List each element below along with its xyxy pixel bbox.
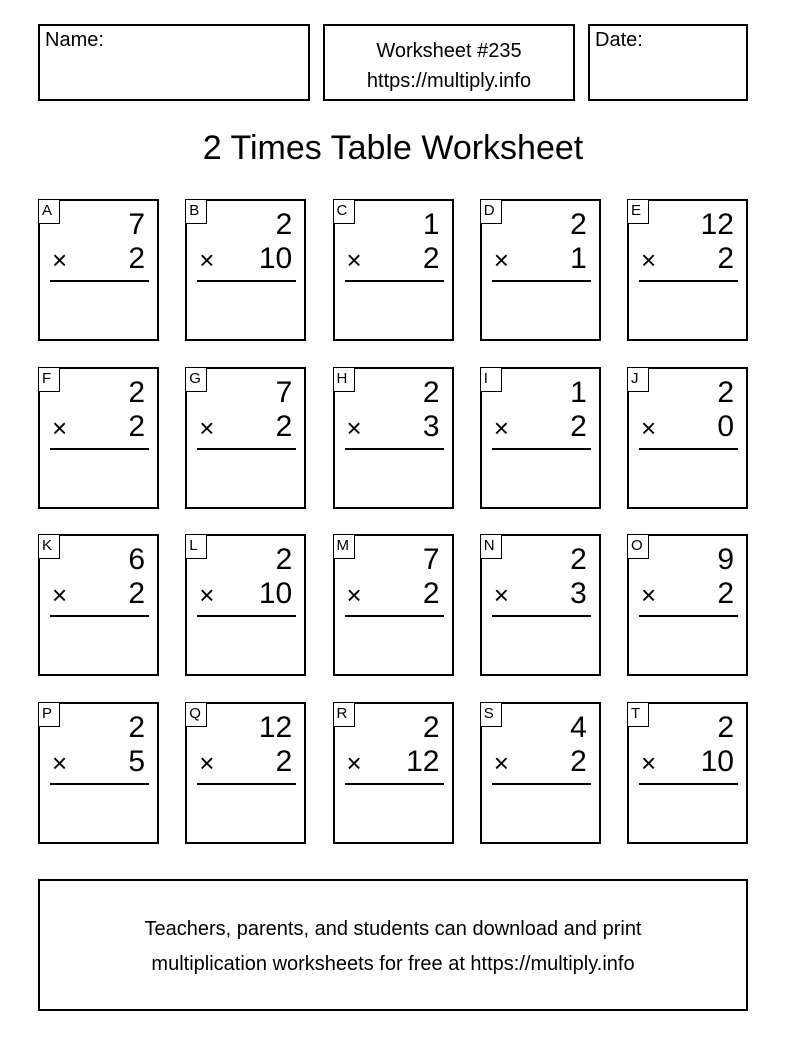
problem-top-number: 7	[275, 375, 293, 409]
problem-bottom-number: 2	[717, 242, 734, 275]
problem-letter: A	[38, 199, 60, 224]
problem-letter: M	[333, 534, 355, 559]
problem-card[interactable]	[38, 702, 159, 844]
multiply-sign: ×	[493, 245, 509, 275]
problem-card[interactable]	[333, 534, 454, 676]
problem-card[interactable]	[38, 199, 159, 341]
problem-bottom-number: 3	[570, 577, 587, 610]
problem-top-number: 2	[275, 208, 293, 241]
multiply-sign: ×	[493, 747, 509, 778]
answer-line	[197, 615, 296, 617]
problem-card[interactable]	[627, 199, 748, 341]
multiply-sign: ×	[641, 412, 657, 443]
problem-letter: G	[185, 367, 207, 392]
problem-letter: L	[185, 534, 207, 559]
multiply-sign: ×	[52, 245, 68, 275]
answer-line	[639, 448, 738, 450]
problem-letter: N	[480, 534, 502, 559]
footer-text-line-2: multiplication worksheets for free at https://multiply.info	[151, 953, 635, 975]
problem-card[interactable]	[627, 367, 748, 509]
answer-line	[345, 448, 444, 450]
multiply-sign: ×	[493, 580, 509, 610]
problem-bottom-number: 2	[717, 577, 734, 610]
answer-line	[345, 783, 444, 785]
multiply-sign: ×	[52, 747, 68, 778]
answer-line	[50, 783, 149, 785]
problem-top-number: 9	[717, 543, 734, 576]
problem-bottom-number: 2	[128, 577, 145, 610]
name-box[interactable]	[38, 24, 310, 101]
worksheet-url: https://multiply.info	[366, 70, 532, 92]
problem-top-number: 2	[717, 375, 734, 409]
problem-letter: D	[480, 199, 502, 224]
problem-bottom-number: 2	[275, 744, 293, 778]
answer-line	[639, 615, 738, 617]
footer-box	[38, 879, 748, 1011]
problem-letter: C	[333, 199, 355, 224]
multiply-sign: ×	[52, 580, 68, 610]
answer-line	[197, 783, 296, 785]
problem-bottom-number: 10	[700, 744, 734, 778]
date-label: Date:	[595, 29, 643, 51]
problem-card[interactable]	[480, 367, 601, 509]
problem-letter: P	[38, 702, 60, 727]
problem-top-number: 12	[258, 710, 293, 744]
problem-top-number: 2	[422, 375, 440, 409]
answer-line	[197, 280, 296, 282]
problem-bottom-number: 0	[717, 409, 734, 443]
problem-top-number: 2	[570, 543, 587, 576]
problem-card[interactable]	[627, 702, 748, 844]
answer-line	[50, 280, 149, 282]
problem-top-number: 1	[570, 375, 587, 409]
problem-top-number: 4	[570, 710, 587, 744]
problem-top-number: 2	[128, 710, 145, 744]
multiply-sign: ×	[199, 245, 215, 275]
problem-bottom-number: 2	[275, 409, 293, 443]
problem-top-number: 2	[570, 208, 587, 241]
problem-letter: H	[333, 367, 355, 392]
multiply-sign: ×	[199, 747, 215, 778]
name-label: Name:	[45, 29, 104, 51]
problem-card[interactable]	[627, 534, 748, 676]
problem-top-number: 2	[422, 710, 440, 744]
problem-card[interactable]	[480, 199, 601, 341]
problem-bottom-number: 2	[422, 242, 440, 275]
problem-bottom-number: 2	[570, 744, 587, 778]
problem-letter: Q	[185, 702, 207, 727]
problem-bottom-number: 10	[258, 242, 293, 275]
worksheet-number: Worksheet #235	[376, 40, 522, 62]
problem-top-number: 12	[700, 208, 734, 241]
multiply-sign: ×	[493, 412, 509, 443]
problem-grid	[38, 199, 748, 844]
problem-letter: B	[185, 199, 207, 224]
problem-letter: R	[333, 702, 355, 727]
multiply-sign: ×	[199, 412, 215, 443]
problem-letter: T	[627, 702, 649, 727]
answer-line	[639, 783, 738, 785]
problem-card[interactable]	[333, 702, 454, 844]
answer-line	[345, 280, 444, 282]
problem-bottom-number: 2	[570, 409, 587, 443]
problem-letter: S	[480, 702, 502, 727]
problem-card[interactable]	[185, 702, 306, 844]
problem-top-number: 7	[128, 208, 145, 241]
page-title: 2 Times Table Worksheet	[202, 129, 584, 167]
problem-letter: K	[38, 534, 60, 559]
problem-bottom-number: 10	[258, 577, 293, 610]
problem-top-number: 2	[128, 375, 145, 409]
problem-bottom-number: 2	[422, 577, 440, 610]
problem-bottom-number: 3	[422, 409, 440, 443]
multiply-sign: ×	[346, 580, 362, 610]
problem-bottom-number: 12	[406, 744, 440, 778]
problem-bottom-number: 2	[128, 409, 145, 443]
problem-card[interactable]	[38, 367, 159, 509]
problem-top-number: 2	[717, 710, 734, 744]
multiply-sign: ×	[52, 412, 68, 443]
problem-card[interactable]	[333, 199, 454, 341]
multiply-sign: ×	[641, 747, 657, 778]
multiply-sign: ×	[641, 580, 657, 610]
multiply-sign: ×	[641, 245, 657, 275]
problem-letter: E	[627, 199, 649, 224]
problem-card[interactable]	[38, 534, 159, 676]
multiply-sign: ×	[346, 412, 362, 443]
problem-top-number: 2	[275, 543, 293, 576]
multiply-sign: ×	[199, 580, 215, 610]
answer-line	[639, 280, 738, 282]
answer-line	[492, 615, 591, 617]
problem-card[interactable]	[185, 199, 306, 341]
problem-top-number: 7	[422, 543, 440, 576]
multiply-sign: ×	[346, 245, 362, 275]
worksheet-info-box	[323, 24, 575, 101]
problem-card[interactable]	[480, 702, 601, 844]
answer-line	[50, 615, 149, 617]
problem-letter: F	[38, 367, 60, 392]
problem-top-number: 6	[128, 543, 145, 576]
problem-letter: I	[480, 367, 502, 392]
problem-bottom-number: 5	[128, 744, 145, 778]
answer-line	[50, 448, 149, 450]
answer-line	[492, 448, 591, 450]
problem-top-number: 1	[422, 208, 440, 241]
problem-card[interactable]	[185, 534, 306, 676]
multiply-sign: ×	[346, 747, 362, 778]
problem-card[interactable]	[185, 367, 306, 509]
answer-line	[345, 615, 444, 617]
problem-card[interactable]	[480, 534, 601, 676]
problem-bottom-number: 2	[128, 242, 145, 275]
answer-line	[492, 783, 591, 785]
answer-line	[197, 448, 296, 450]
problem-letter: O	[627, 534, 649, 559]
date-box[interactable]	[588, 24, 748, 101]
problem-letter: J	[627, 367, 649, 392]
problem-bottom-number: 1	[570, 242, 587, 275]
answer-line	[492, 280, 591, 282]
footer-text-line-1: Teachers, parents, and students can download and print	[144, 918, 642, 940]
problem-card[interactable]	[333, 367, 454, 509]
